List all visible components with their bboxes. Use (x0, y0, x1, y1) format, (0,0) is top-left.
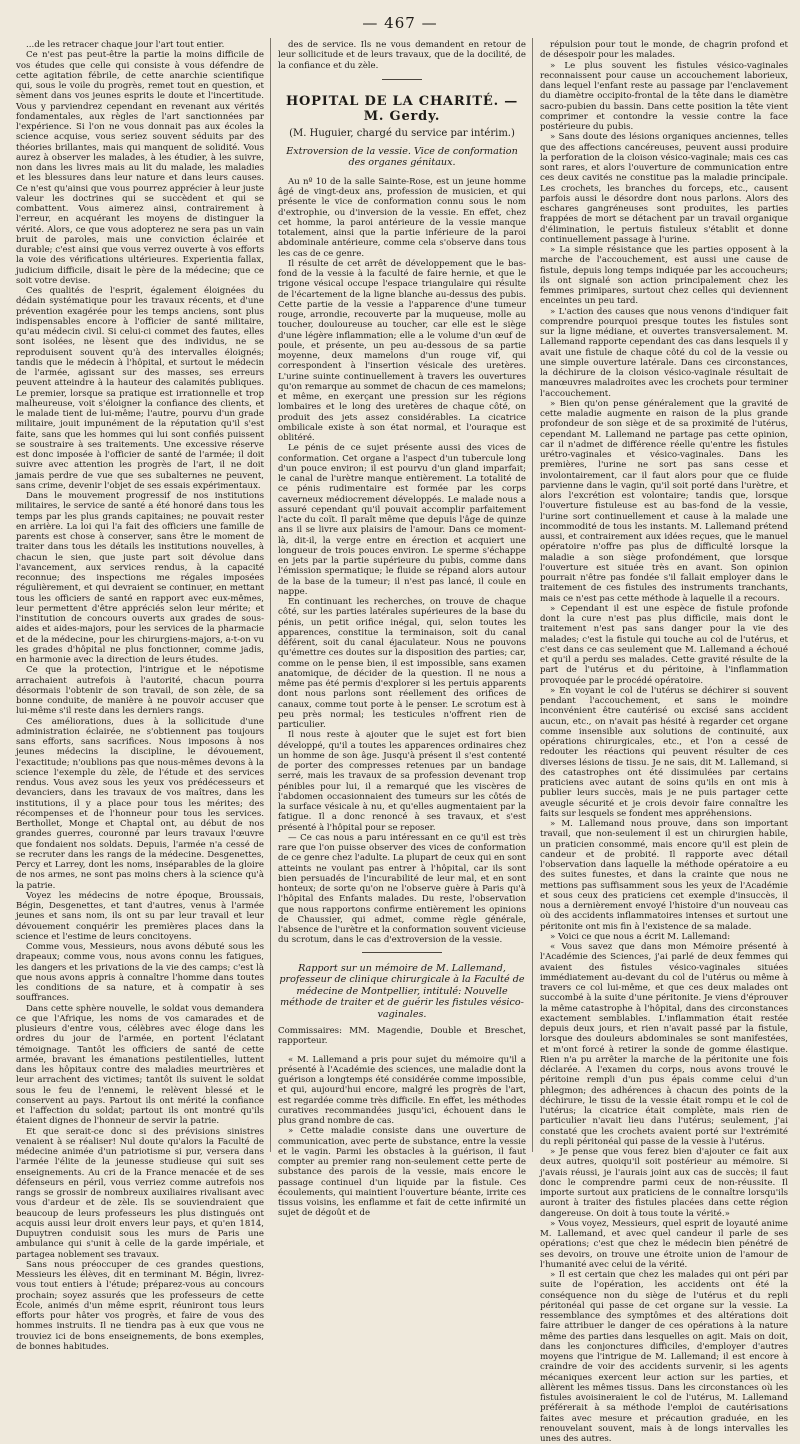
paragraph: Comme vous, Messieurs, nous avons débuté sous les drapeaux; comme vous, nous avons connu les fatigues, les dangers et les privations de la vie des camps; c'est là que nous avons appris à connaître l'homme dans toutes les conditions de sa nature, et à compatir à ses souffrances. (16, 942, 264, 1004)
column-rule-left (270, 38, 271, 1152)
paragraph: Dans le mouvement progressif de nos institutions militaires, le service de santé a été honoré dans tous les temps par les plus grands capitaines; ne pouvait rester en arrière. La loi qui l'a fait des officiers une famille de parents est chose à conserver, sans être le moment de traiter dans tous les détails les institutions nouvelles, à chacun le sien, que juste part soit dévolue dans l'avancement, aux services rendus, à la capacité reconnue; des inspections me régales imposées régulièrement, et qui devraient se continuer, en mettant tous les officiers de santé en rapport avec eux-mêmes, leur permettent d'être appréciés selon leur mérite; et l'institution de concours ouverts aux grades de sous-aides et aides-majors, pour les services de la pharmacie et de la médecine, pour les chirurgiens-majors, a-t-on vu les grades d'hôpital ne plus fonctionner, comme jadis, en harmonie avec la direction de leurs études. (16, 491, 264, 665)
paragraph: ...de les retracer chaque jour l'art tout entier. (26, 40, 225, 50)
paragraph: En continuant les recherches, on trouve de chaque côté, sur les parties latérales supérieures de la base du pénis, un petit orifice inégal, qui, selon toutes les apparences, constitue la terminaison, soit du canal déférent, soit du canal éjaculateur. Nous ne pouvons qu'émettre ces doutes sur la disposition des parties; car, comme on le pense bien, il est impossible, sans examen anatomique, de décider de la question. Il ne nous a même pas été permis d'explorer si les pertuis apparents dont nous parlons sont réellement des orifices de canaux, comme tout porte à le penser. Le scrotum est à peu près normal; les testicules n'offrent rien de particulier. (278, 597, 526, 730)
report-heading: Rapport sur un mémoire de M. Lallemand, professeur de clinique chirurgicale à la Faculté de médecine de Montpellier, intitulé: Nouvelle méthode de traiter et de guérir les fistules vésico-vaginales. (279, 962, 525, 1020)
paragraph: — Ce cas nous a paru intéressant en ce qu'il est très rare que l'on puisse observer des vices de conformation de ce genre chez l'adulte. La plupart de ceux qui en sont atteints ne voulant pas entrer à l'hôpital, car ils sont bien persuadés de l'incurabilité de leur mal, et en sont honteux; de sorte qu'on ne l'observe guère à Paris qu'à l'hôpital des Enfants malades. Du reste, l'observation que nous rapportons confirme entièrement les opinions de Chaussier, qui admet, comme règle générale, l'absence de l'urètre et la conformation souvent vicieuse du scrotum, dans le cas d'extroversion de la vessie. (278, 832, 526, 946)
column-1 (16, 40, 264, 1352)
paragraph: » L'action des causes que nous venons d'indiquer fait comprendre pourquoi presque toutes les fistules sont sur la ligne médiane, et ouvertes transversalement. M. Lallemand rapporte cependant des cas dans lesquels il y avait une fistule de chaque côté du col de la vessie ou une simple ouverture latérale. Dans ces circonstances, la déchirure de la cloison vésico-vaginale résultait de manœuvres maladroites avec les crochets pour terminer l'accouchement. (540, 306, 788, 399)
paragraph: Ces améliorations, dues à la sollicitude d'une administration éclairée, ne s'obtiennent pas toujours sans efforts, sans sacrifices. Nous imposons à nos jeunes médecins la discipline, le dévouement, l'exactitude; n'oublions pas que nous-mêmes devons à la science l'exemple du zèle, de l'étude et des services rendus. Vous avez sous les yeux vos prédécesseurs et devanciers, dans les travaux de vos maîtres, dans les institutions, il y a place pour tous les mérites; des récompenses et de l'honneur pour tous les services. Berthollet, Monge et Chaptal ont, au début de nos grandes guerres, couronné par leurs travaux l'œuvre que fondaient nos soldats. Depuis, l'armée n'a cessé de se recruter dans les rangs de la médecine. Desgenettes, Percy et Larrey, dont les noms, inséparables de la gloire de nos armes, ne sont pas moins chers à la science qu'à la patrie. (16, 716, 264, 891)
paragraph: des de service. Ils ne vous demandent en retour de leur sollicitude et de leurs travaux, que de la docilité, de la confiance et du zèle. (278, 40, 526, 71)
separator (362, 952, 442, 953)
paragraph: » La simple résistance que les parties opposent à la marche de l'accouchement, est aussi une cause de fistule, depuis long temps indiquée par les accoucheurs; ils ont signalé son action principalement chez les femmes primipares, surtout chez celles qui deviennent enceintes un peu tard. (540, 245, 788, 307)
paragraph: » Je pense que vous ferez bien d'ajouter ce fait aux deux autres, quoiqu'il soit postérieur au mémoire. Si j'avais réussi, je l'aurais joint aux cas de succès; il faut donc le comprendre parmi ceux de non-réussite. Il importe surtout aux praticiens de le connaître lorsqu'ils auront à traiter des fistules placées dans cette région dangereuse. On doit à tous toute la vérité.» (540, 1147, 788, 1219)
paragraph: » Cette maladie consiste dans une ouverture de communication, avec perte de substance, entre la vessie et le vagin. Parmi les obstacles à la guérison, il faut compter au premier rang non-seulement cette perte de substance des parois de la vessie, mais encore le passage continuel d'un liquide par la fistule. Ces écoulements, qui maintient l'ouverture béante, irrite ces tissus voisins, les enflamme et fait de cette infirmité un sujet de dégoût et de (278, 1126, 526, 1219)
paragraph: » En voyant le col de l'utérus se déchirer si souvent pendant l'accouchement, et sans le moindre inconvénient être cautérisé ou excisé sans accident aucun, etc., on n'avait pas hésité à regarder cet organe comme insensible aux solutions de continuité, aux opérations chirurgicales, etc., et l'on a cessé de redouter les réactions qui peuvent résulter de ces diverses lésions de tissu. Je ne sais, dit M. Lallemand, si des catastrophes ont été dissimulées par certains praticiens avec autant de soins qu'ils en ont mis à publier leurs succès, mais je ne puis partager cette aveugle sécurité et je crois devoir faire connaître les faits sur lesquels se fondent mes appréhensions. (540, 685, 788, 819)
paragraph: » Vous voyez, Messieurs, quel esprit de loyauté anime M. Lallemand, et avec quel candeur il parle de ses opérations; c'est que chez le médecin bien pénétré de ses devoirs, on trouve une étroite union de l'amour de l'humanité avec celui de la vérité. (540, 1218, 788, 1270)
paragraph: répulsion pour tout le monde, de chagrin profond et de désespoir pour les malades. (540, 40, 788, 61)
paragraph: » Voici ce que nous a écrit M. Lallemand: (550, 931, 731, 942)
paragraph: « M. Lallemand a pris pour sujet du mémoire qu'il a présenté à l'Académie des sciences, une maladie dont la guérison a longtemps été considérée comme impossible, et qui, aujourd'hui encore, malgré les progrès de l'art, est regardée comme très difficile. En effet, les méthodes curatives recommandées jusqu'ici, échouent dans le plus grand nombre de cas. (278, 1054, 526, 1126)
service-line: (M. Huguier, chargé du service par intérim.) (289, 127, 515, 139)
paragraph: Le pénis de ce sujet présente aussi des vices de conformation. Cet organe a l'aspect d'un tubercule long d'un pouce environ; il est pourvu d'un gland imparfait; le canal de l'urètre manque entièrement. La totalité de ce pénis rudimentaire est formée par les corps caverneux médiocrement développés. Le malade nous a assuré cependant qu'il pouvait accomplir parfaitement l'acte du coït. Il paraît même que depuis l'âge de quinze ans il se livre aux plaisirs de l'amour. Dans ce moment-là, dit-il, la verge entre en érection et acquiert une longueur de trois pouces environ. Le sperme s'échappe en jets par la partie supérieure du pubis, comme dans l'émission spermatique; le fluide se répand alors autour de la base de la tumeur; il n'est pas lancé, il coule en nappe. (278, 443, 526, 597)
paragraph: » Le plus souvent les fistules vésico-vaginales reconnaissent pour cause un accouchement laborieux, dans lequel l'enfant reste au passage par l'enclavement du diamètre occipito-frontal de la tête dans le diamètre sacro-pubien du bassin. Dans cette position la tête vient comprimer et contondre la vessie contre la face postérieure du pubis. (540, 60, 788, 132)
paragraph: Et que serait-ce donc si des prévisions sinistres venaient à se réaliser! Nul doute qu'alors la Faculté de médecine animée d'un patriotisme si pur, versera dans l'armée l'élite de la jeunesse studieuse qui suit ses enseignements. Au cri de la France menacée et de ses défenseurs en péril, vous verriez comme autrefois nos rangs se grossir de nombreux auxiliaires rivalisant avec vous d'ardeur et de zèle. Ils se souviendraient que beaucoup de leurs professeurs les plus distingués ont acquis aussi leur droit envers leur pays, et qu'en 1814, Dupuytren conduisit sous les murs de Paris une ambulance qui s'unit à celle de la garde impériale, et partagea noblement ses travaux. (16, 1126, 264, 1260)
paragraph: » M. Lallemand nous prouve, dans son important travail, que non-seulement il est un chirurgien habile, un praticien consommé, mais encore qu'il est plein de candeur et de probité. Il rapporte avec détail l'observation dans laquelle la méthode opératoire a eu des suites funestes, et dans la crainte que nous ne mettions pas suffisamment sous les yeux de l'Académie et sous ceux des praticiens cet exemple d'insuccès, il nous a dernièrement envoyé l'histoire d'un nouveau cas où des accidents inflammatoires intenses et surtout une péritonite ont mis fin à l'existence de sa malade. (540, 819, 788, 932)
column-rule-right (532, 38, 533, 1152)
paragraph: » Bien qu'on pense généralement que la gravité de cette maladie augmente en raison de la plus grande profondeur de son siège et de sa proximité de l'utérus, cependant M. Lallemand ne partage pas cette opinion, car il n'admet de différence réelle qu'entre les fistules urétro-vaginales et vésico-vaginales. Dans les premières, l'urine ne sort pas sans cesse et involontairement, car il faut alors pour que ce fluide parvienne dans le vagin, qu'il soit porté dans l'urètre, et alors l'excrétion est volontaire; tandis que, lorsque l'ouverture fistuleuse est au bas-fond de la vessie, l'urine sort continuellement et cause à la malade une incommodité de tous les instants. M. Lallemand prétend aussi, et contrairement aux idées reçues, que le manuel opératoire n'offre pas plus de difficulté lorsque la maladie a son siège profondément, que lorsque l'ouverture est située très en avant. Son opinion pourrait n'être pas fondée s'il fallait employer dans le traitement de ces fistules des instruments tranchants, mais ce n'est pas cette méthode à laquelle il a recours. (540, 398, 788, 604)
paragraph: Dans cette sphère nouvelle, le soldat vous demandera ce que l'Afrique, les noms de vos camarades et de plusieurs d'entre vous, célèbres avec éloge dans les ordres du jour de l'armée, en portent l'éclatant témoignage. Tantôt les officiers de santé de cette armée, bravant les émanations pestilentielles, luttent dans les hôpitaux contre des maladies meurtrières et leur arrachent des victimes; tantôt ils suivent le soldat sous le feu de l'ennemi, le relèvent blessé et le conservent au pays. Partout ils ont mérité la confiance et l'affection du soldat; partout ils ont montré qu'ils étaient dignes de l'honneur de servir la patrie. (16, 1003, 264, 1127)
paragraph: Il nous reste à ajouter que le sujet est fort bien développé, qu'il a toutes les apparences ordinaires chez un homme de son âge. Jusqu'à présent il s'est contenté de porter des compresses retenues par un bandage serré, mais les travaux de sa profession devenant trop pénibles pour lui, il a remarqué que les viscères de l'abdomen occasionnaient des tumeurs sur les côtés de la surface vésicale à nu, et qu'elles augmentaient par la fatigue. Il a donc renoncé à ses travaux, et s'est présenté à l'hôpital pour se reposer. (278, 730, 526, 833)
separator (382, 79, 422, 80)
case-heading: Extroversion de la vessie. Vice de conformation des organes génitaux. (286, 145, 518, 169)
paragraph: Sans nous préoccuper de ces grandes questions, Messieurs les élèves, dit en terminant M. Bégin, livrez-vous tout entiers à l'étude; préparez-vous au concours prochain; soyez assurés que les professeurs de cette École, animés d'un même esprit, réuniront tous leurs efforts pour hâter vos progrès, et faire de vous des hommes instruits. Il ne tiendra pas à eux que vous ne trouviez ici de bons enseignements, de bons exemples, de bonnes habitudes. (16, 1259, 264, 1352)
hospital-heading: HOPITAL DE LA CHARITÉ. — M. Gerdy. (285, 93, 519, 124)
paragraph: Voyez les médecins de notre époque, Broussais, Bégin, Desgenettes, et tant d'autres, venus à l'armée jeunes et sans nom, ils ont su par leur travail et leur dévouement conquérir les premières places dans la science et l'estime de leurs concitoyens. (16, 890, 264, 942)
paragraph: » Sans doute des lésions organiques anciennes, telles que des affections cancéreuses, peuvent aussi produire la perforation de la cloison vésico-vaginale; mais ces cas sont rares, et alors l'ouverture de communication entre ces deux cavités ne constitue pas la maladie principale. Les crochets, les branches du forceps, etc., causent parfois aussi le désordre dont nous parlons. Alors des eschares gangréneuses sont produites, les parties frappées de mort se détachent par un travail organique d'élimination, le pertuis fistuleux s'établit et donne continuellement passage à l'urine. (540, 132, 788, 245)
column-3 (540, 40, 788, 1444)
paragraph: Au nº 10 de la salle Sainte-Rose, est un jeune homme âgé de vingt-deux ans, profession de musicien, et qui présente le vice de conformation connu sous le nom d'extrophie, ou d'inversion de la vessie. En effet, chez cet homme, la paroi antérieure de la vessie manque totalement, ainsi que la partie inférieure de la paroi abdominale antérieure, comme cela s'observe dans tous les cas de ce genre. (278, 176, 526, 259)
paragraph: Ce que la protection, l'intrigue et le népotisme arrachaient autrefois à l'autorité, chacun pourra désormais l'obtenir de son travail, de son zèle, de sa bonne conduite, de manière à ne pouvoir accuser que lui-même s'il reste dans les derniers rangs. (16, 665, 264, 717)
paragraph: » Cependant il est une espèce de fistule profonde dont la cure n'est pas plus difficile, mais dont le traitement n'est pas sans danger pour la vie des malades; c'est la fistule qui touche au col de l'utérus, et c'est dans ce cas seulement que M. Lallemand a échoué et qu'il a perdu ses malades. Cette gravité résulte de la part de l'utérus et du péritoine, à l'inflammation provoquée par le procédé opératoire. (540, 603, 788, 686)
paragraph: » Il est certain que chez les malades qui ont péri par suite de l'opération, les accidents ont été la conséquence non du siège de l'utérus et du repli péritonéal qui passe de cet organe sur la vessie. La ressemblance des symptômes et des altérations doit faire attribuer le danger de ces opérations à la nature même des parties dans lesquelles on agit. Mais on doit, dans les conjonctures difficiles, d'employer d'autres moyens que l'intrigue de M. Lallemand; il est encore à craindre de voir des accidents survenir, si les agents mécaniques exercent leur action sur les parties, et allèrent les mêmes tissus. Dans les circonstances où les fistules avoisineraient le col de l'utérus, M. Lallemand préférerait à sa méthode l'emploi de cautérisations faites avec mesure et précaution graduée, en les renouvelant souvent, mais à de longs intervalles les unes des autres. (540, 1270, 788, 1444)
paragraph: Ces qualités de l'esprit, également éloignées du dédain systématique pour les travaux récents, et d'une prévention exagérée pour les temps anciens, sont plus indispensables encore à l'officier de santé militaire, qu'au médecin civil. Si celui-ci commet des fautes, elles sont isolées, ne lèsent que des individus, ne se reproduisent souvent qu'à des intervalles éloignés; tandis que le médecin à l'hôpital, et surtout le médecin de l'armée, agissant sur des masses, ses erreurs peuvent atteindre à la hauteur des calamités publiques. Le premier, lorsque sa pratique est irrationnelle et trop malheureuse, voit s'éloigner la confiance des clients, et le malade tient de lui-même; l'autre, pourvu d'un grade militaire, jouit impunément de la réputation qu'il s'est faite, sans que les hommes qui lui sont confiés puissent se soustraire à ses traitements. Une excessive réserve est donc imposée à l'officier de santé de l'armée; il doit suivre avec attention les progrès de l'art, il ne doit jamais perdre de vue que ses subalternes ne peuvent, sans crime, devenir l'objet de ses essais expérimentaux. (16, 286, 264, 491)
paragraph: Ce n'est pas peut-être la partie la moins difficile de vos études que celle qui consiste à vous défendre de cette agitation fébrile, de cette anarchie scientifique qui, sous le voile du progrès, remet tout en question, et sèment dans vos jeunes esprits le doute et l'incertitude. Vous y parviendrez cependant en revenant aux vérités fondamentales, aux règles de l'art sanctionnées par l'expérience. Si l'on ne vous donnait pas aux écoles la science acquise, vous seriez souvent séduits par des théories brillantes, mais qui manquent de solidité. Vous aurez à observer les malades, à les étudier, à les suivre, non dans les livres mais au lit du malade, les maladies et les blessures dans leur nature et dans leurs causes. Ce n'est qu'ainsi que vous pourrez apprécier à leur juste valeur les doctrines qui se succèdent et qui se combattent. Vous aimerez ainsi, contrairement à l'erreur, en acquérant les moyens de distinguer la vérité. Alors, ce que vous adopterez ne sera pas un vain bruit de paroles, mais une conviction éclairée et durable; c'est ainsi que vous verrez ouverte à vos efforts la voie des vérifications ultérieures. Experientia fallax, judicium difficile, disait le père de la médecine; que ce soit votre devise. (16, 50, 264, 286)
paragraph: Il résulte de cet arrêt de développement que le bas-fond de la vessie à la faculté de faire hernie, et que le trigone vésical occupe l'espace triangulaire qui résulte de l'écartement de la ligne blanche au-dessus des pubis. Cette partie de la vessie a l'apparence d'une tumeur rouge, arrondie, recouverte par la muqueuse, molle au toucher, douloureuse au toucher, car elle est le siège d'une légère inflammation; elle a le volume d'un œuf de poule, et présente, un peu au-dessous de sa partie moyenne, deux mamelons d'un rouge vif, qui correspondent à l'insertion vésicale des uretères. L'urine suinte continuellement à travers les ouvertures qu'on remarque au sommet de chacun de ces mamelons; et même, en exerçant une pression sur les régions lombaires et le long des uretères de chaque côté, on produit des jets assez considérables. La cicatrice ombilicale existe à son état normal, et l'ouraque est oblitéré. (278, 258, 526, 443)
commissioners-line: Commissaires: MM. Magendie, Double et Breschet, rapporteur. (278, 1026, 526, 1047)
page-number: — 467 — (362, 14, 438, 32)
paragraph: « Vous savez que dans mon Mémoire présenté à l'Académie des Sciences, j'ai parlé de deux femmes qui avaient des fistules vésico-vaginales situées immédiatement au-devant du col de l'utérus ou même à travers ce col lui-même, et que ces deux malades ont succombé à la suite d'une péritonite. Je viens d'éprouver la même catastrophe à l'hôpital, dans des circonstances exactement semblables. L'inflammation était restée depuis deux jours, et rien n'avait passé par la fistule, lorsque des douleurs abdominales se sont manifestées, et m'ont forcé à retirer la sonde de gomme élastique. Rien n'a pu arrêter la marche de la péritonite une fois déclarée. A l'examen du corps, nous avons trouvé le péritoine rempli d'un pus épais comme celui d'un phlegmon; des adhérences à chacun des points de la déchirure, le tissu de la vessie était rompu et le col de l'utérus; la cicatrice était complète, mais rien de particulier n'avait lieu dans l'utérus; seulement, j'ai constaté que les crochets avaient porté sur l'extrémité du repli péritonéal qui passe de la vessie à l'utérus. (540, 942, 788, 1147)
column-2 (278, 40, 526, 1219)
